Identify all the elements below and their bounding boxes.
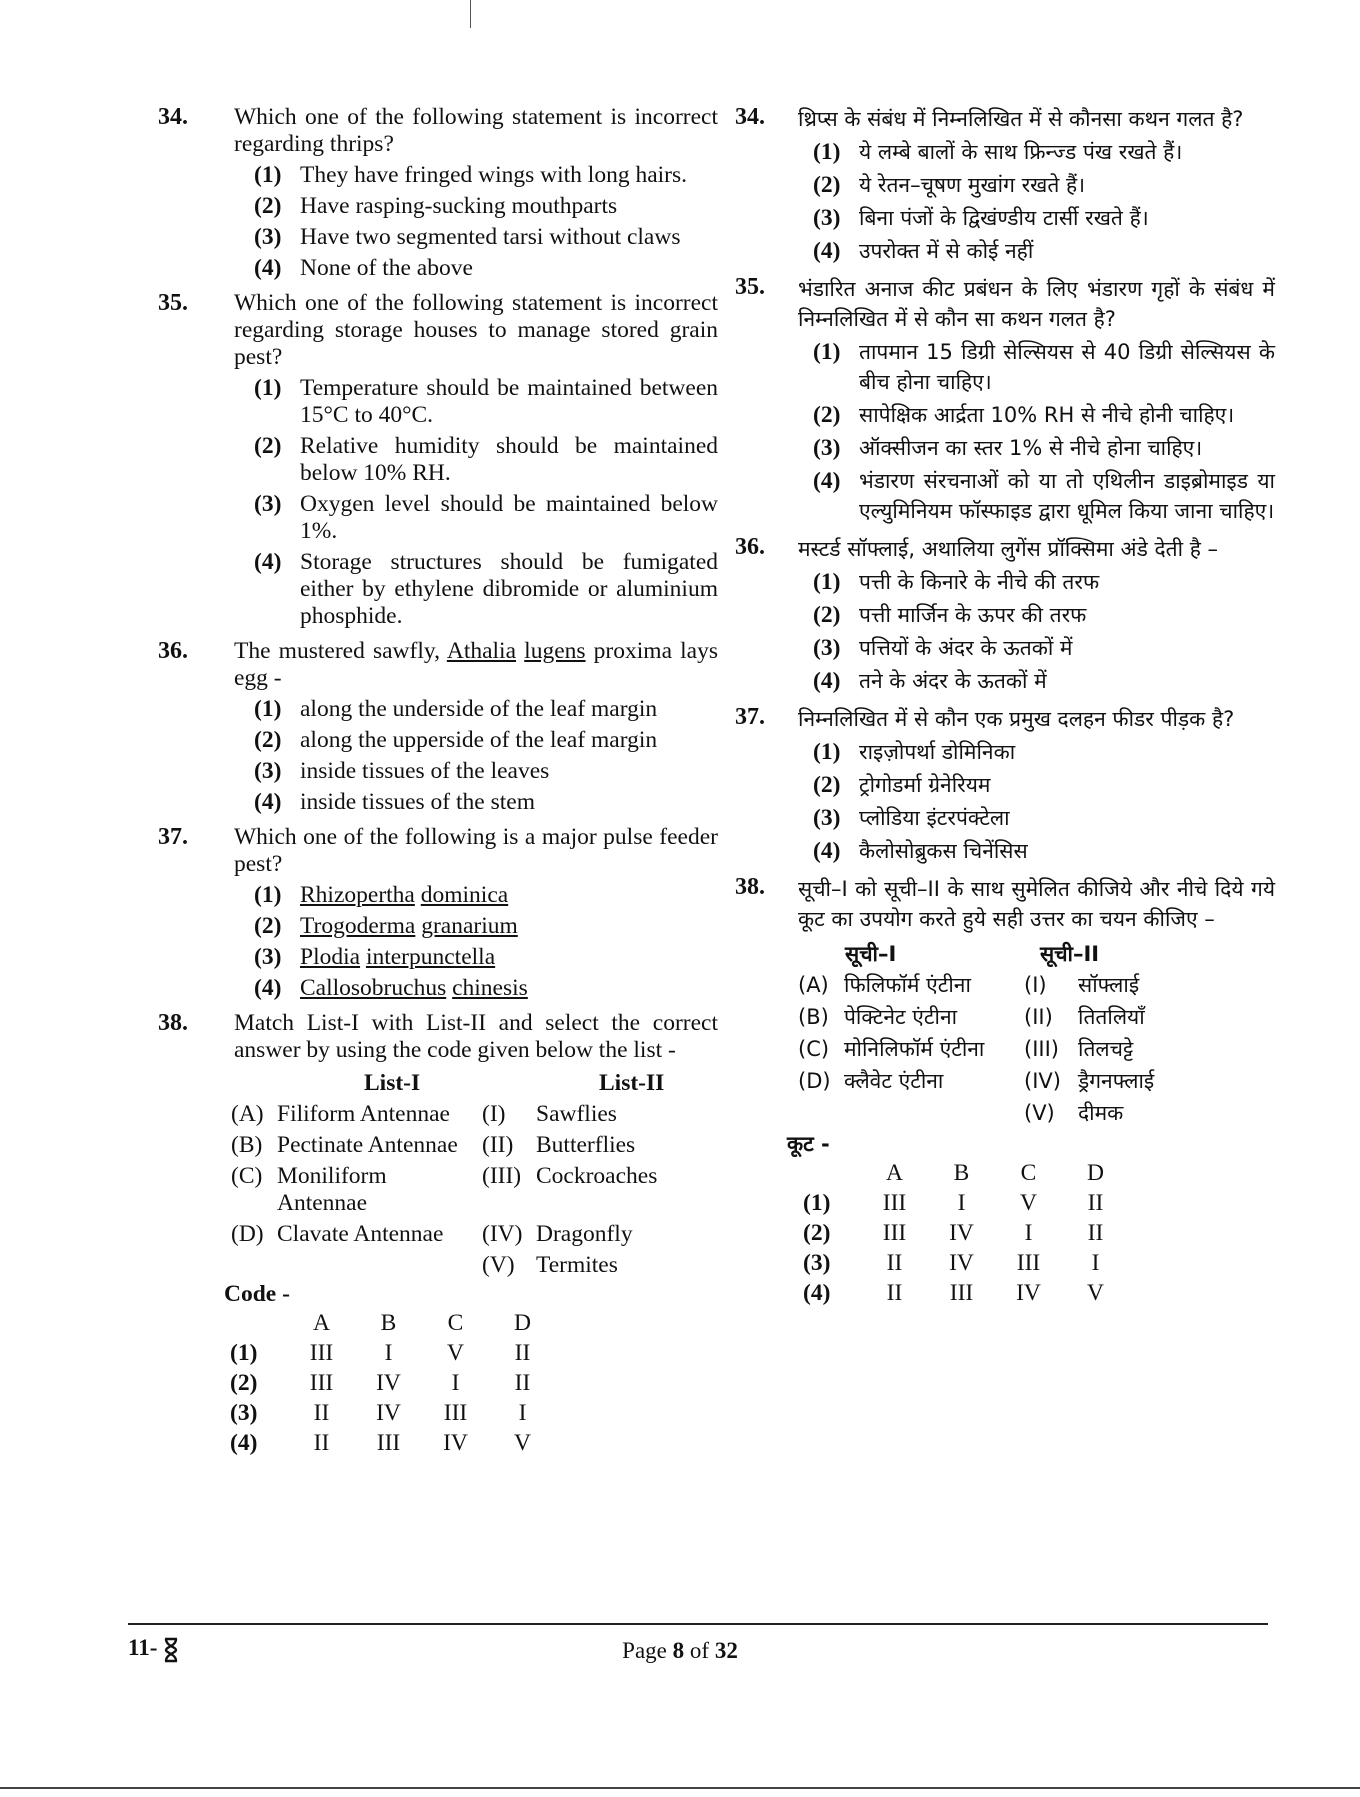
question-text: भंडारित अनाज कीट प्रबंधन के लिए भंडारण गृहों के संबंध में निम्नलिखित में से कौन सा कथन गलत है? xyxy=(798,277,1275,331)
question-number: 36. xyxy=(158,638,188,664)
option: (1) Rhizopertha dominica xyxy=(254,882,509,908)
option: (3) Plodia interpunctella xyxy=(254,944,496,970)
code-table-row: (3) II IV III I xyxy=(803,1249,1100,1276)
match-row: (B) पेक्टिनेट एंटीना (II) तितलियाँ xyxy=(798,1005,1145,1029)
match-row: (V) Termites xyxy=(482,1252,618,1278)
hindi-column xyxy=(735,104,1275,1316)
english-column xyxy=(158,104,718,1466)
option: (4) भंडारण संरचनाओं को या तो एथिलीन डाइब्रोमाइड या एल्युमिनियम फॉस्फाइड द्वारा धूमिल किया जाना चाहिए। xyxy=(813,468,1275,523)
option: (4) उपरोक्त में से कोई नहीं xyxy=(813,238,1034,264)
code-label: कूट - xyxy=(787,1132,830,1156)
question-text: थ्रिप्स के संबंध में निम्नलिखित में से कौनसा कथन गलत है? xyxy=(798,107,1244,131)
option: (1) पत्ती के किनारे के नीचे की तरफ xyxy=(813,569,1100,595)
question-number: 38. xyxy=(158,1010,188,1036)
question-text: Which one of the following statement is incorrect regarding thrips? xyxy=(234,104,718,157)
list2-heading: List-II xyxy=(599,1070,665,1096)
match-row: (C) मोनिलिफॉर्म एंटीना (III) तिलचट्टे xyxy=(798,1037,1134,1061)
option: (2) सापेक्षिक आर्द्रता 10% RH से नीचे होनी चाहिए। xyxy=(813,402,1235,428)
option: (1) तापमान 15 डिग्री सेल्सियस से 40 डिग्री सेल्सियस के बीच होना चाहिए। xyxy=(813,339,1275,394)
bottom-edge-line xyxy=(0,1787,1360,1789)
option: (1) Temperature should be maintained between 15°C to 40°C. xyxy=(254,375,718,428)
option: (3) ऑक्सीजन का स्तर 1% से नीचे होना चाहिए। xyxy=(813,435,1203,461)
question-number: 34. xyxy=(735,104,765,130)
list1-heading: List-I xyxy=(364,1070,421,1096)
question-number: 35. xyxy=(158,290,188,316)
list1-heading: सूची–I xyxy=(845,942,897,966)
question-35 xyxy=(158,290,718,630)
option: (3) बिना पंजों के द्विखंण्डीय टार्सी रखते हैं। xyxy=(813,205,1149,231)
code-table xyxy=(803,1158,1129,1308)
code-table-header: A B C D xyxy=(886,1159,1104,1186)
option: (1) राइज़ोपर्था डोमिनिका xyxy=(813,739,1016,765)
match-list-headers xyxy=(845,940,1275,968)
footer-rule xyxy=(128,1623,1268,1625)
question-text: मस्टर्ड सॉफ्लाई, अथालिया लुगेंस प्रॉक्सिमा अंडे देती है – xyxy=(798,537,1219,561)
match-row: (D) क्लैवेट एंटीना (IV) ड्रैगनफ्लाई xyxy=(798,1069,1155,1093)
match-row: (B) Pectinate Antennae (II) Butterflies xyxy=(231,1132,636,1158)
option: (4) Storage structures should be fumigated either by ethylene dibromide or aluminium phosphide. xyxy=(254,549,718,629)
question-36-hindi xyxy=(735,534,1275,696)
code-table-row: (1) III I V II xyxy=(230,1339,531,1366)
question-34-hindi xyxy=(735,104,1275,266)
option: (4) तने के अंदर के ऊतकों में xyxy=(813,668,1047,694)
question-number: 36. xyxy=(735,534,765,560)
question-number: 38. xyxy=(735,874,765,900)
question-37-hindi xyxy=(735,704,1275,866)
option: (2) Have rasping-sucking mouthparts xyxy=(254,193,618,219)
question-38 xyxy=(158,1010,718,1458)
question-number: 37. xyxy=(735,704,765,730)
code-table-row: (4) II III IV V xyxy=(230,1429,531,1456)
option: (4) Callosobruchus chinesis xyxy=(254,975,528,1001)
option: (2) Relative humidity should be maintained below 10% RH. xyxy=(254,433,718,486)
match-row: (C) Moniliform Antennae (III) Cockroaches xyxy=(231,1163,658,1216)
option: (2) ये रेतन–चूषण मुखांग रखते हैं। xyxy=(813,172,1086,198)
species-name: lugens xyxy=(524,638,586,664)
match-list-headers xyxy=(234,1070,718,1097)
question-text: Match List-I with List-II and select the correct answer by using the code given below the list - xyxy=(234,1010,718,1063)
code-table xyxy=(230,1308,556,1458)
question-text: Which one of the following is a major pulse feeder pest? xyxy=(234,824,718,877)
option: (1) They have fringed wings with long hairs. xyxy=(254,162,688,188)
option: (3) inside tissues of the leaves xyxy=(254,758,550,784)
option: (4) कैलोसोब्रुकस चिनेंसिस xyxy=(813,838,1028,864)
question-36 xyxy=(158,638,718,816)
list2-heading: सूची–II xyxy=(1040,942,1100,966)
page-number: Page 8 of 32 xyxy=(622,1638,738,1663)
question-number: 34. xyxy=(158,104,188,130)
option: (2) पत्ती मार्जिन के ऊपर की तरफ xyxy=(813,602,1087,628)
option: (3) प्लोडिया इंटरपंक्टेला xyxy=(813,805,1010,831)
question-35-hindi xyxy=(735,274,1275,526)
question-37 xyxy=(158,824,718,1002)
question-number: 35. xyxy=(735,274,765,300)
option: (4) inside tissues of the stem xyxy=(254,789,535,815)
question-38-hindi xyxy=(735,874,1275,1308)
option: (2) ट्रोगोडर्मा ग्रेनेरियम xyxy=(813,772,991,798)
code-table-row: (4) II III IV V xyxy=(803,1279,1104,1306)
code-table-row: (2) III IV I II xyxy=(230,1369,531,1396)
option: (2) along the upperside of the leaf margin xyxy=(254,727,658,753)
code-table-row: (2) III IV I II xyxy=(803,1219,1104,1246)
code-table-row: (3) II IV III I xyxy=(230,1399,527,1426)
match-row: (A) Filiform Antennae (I) Sawflies xyxy=(231,1101,617,1127)
match-row: (V) दीमक xyxy=(1024,1101,1124,1125)
question-text: सूची–I को सूची–II के साथ सुमेलित कीजिये और नीचे दिये गये कूट का उपयोग करते हुये सही उत्तर का चयन कीजिए – xyxy=(798,877,1275,931)
option: (4) None of the above xyxy=(254,255,473,281)
match-row: (A) फिलिफॉर्म एंटीना (I) सॉफ्लाई xyxy=(798,973,1140,997)
top-divider xyxy=(470,0,471,28)
question-text: निम्नलिखित में से कौन एक प्रमुख दलहन फीडर पीड़क है? xyxy=(798,707,1235,731)
option: (3) पत्तियों के अंदर के ऊतकों में xyxy=(813,635,1073,661)
option: (3) Have two segmented tarsi without claws xyxy=(254,224,681,250)
option: (3) Oxygen level should be maintained below 1%. xyxy=(254,491,718,544)
code-label: Code - xyxy=(224,1281,290,1307)
question-text: Which one of the following statement is incorrect regarding storage houses to manage stored grain pest? xyxy=(234,290,718,370)
code-table-header: A B C D xyxy=(313,1309,531,1336)
option: (1) along the underside of the leaf margin xyxy=(254,696,658,722)
question-34 xyxy=(158,104,718,282)
species-genus: Athalia xyxy=(446,638,517,664)
option: (1) ये लम्बे बालों के साथ फ्रिन्ज्ड पंख रखते हैं। xyxy=(813,139,1183,165)
match-row: (D) Clavate Antennae (IV) Dragonfly xyxy=(231,1221,633,1247)
booklet-code: 11- xyxy=(128,1635,179,1663)
question-text: The mustered sawfly, Athalia lugens proxima lays egg - xyxy=(234,638,719,691)
question-number: 37. xyxy=(158,824,188,850)
code-table-row: (1) III I V II xyxy=(803,1189,1104,1216)
option: (2) Trogoderma granarium xyxy=(254,913,518,939)
